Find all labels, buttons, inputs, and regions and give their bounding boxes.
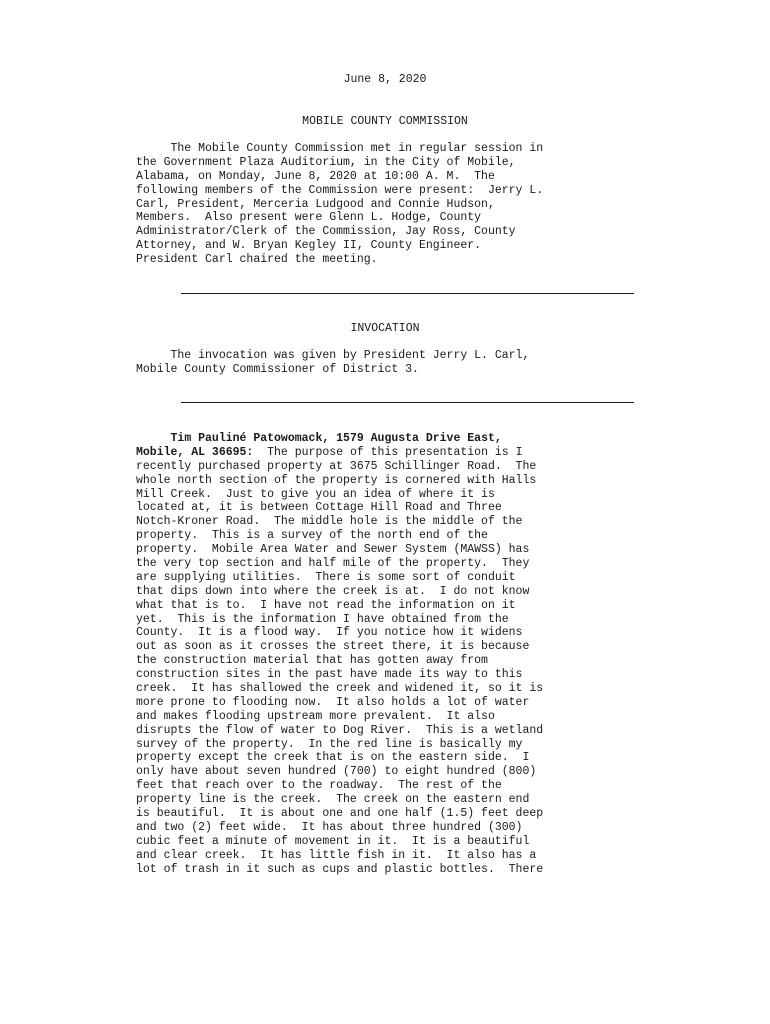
intro-line: following members of the Commission were present: Jerry L. — [136, 183, 544, 197]
intro-line: Alabama, on Monday, June 8, 2020 at 10:00 A. M. The — [136, 169, 495, 183]
speaker-line: County. It is a flood way. If you notice how it widens — [136, 626, 523, 640]
intro-line: the Government Plaza Auditorium, in the City of Mobile, — [136, 155, 516, 169]
speaker-line: and clear creek. It has little fish in it. It also has a — [136, 848, 537, 862]
speaker-name: Tim Pauliné Patowomack, 1579 Augusta Drive East, — [170, 432, 502, 445]
speaker-line: construction sites in the past have made its way to this — [136, 668, 523, 682]
speaker-line — [136, 432, 696, 446]
intro-line: Members. Also present were Glenn L. Hodge, County — [136, 211, 482, 225]
speaker-line: cubic feet a minute of movement in it. It is a beautiful — [136, 834, 530, 848]
speaker-line: feet that reach over to the roadway. The rest of the — [136, 779, 502, 793]
section-divider — [181, 293, 634, 294]
speaker-line: only have about seven hundred (700) to eight hundred (800) — [136, 765, 537, 779]
speaker-line: located at, it is between Cottage Hill Road and Three — [136, 501, 502, 515]
document-date: June 8, 2020 — [343, 73, 427, 86]
speaker-line: Mill Creek. Just to give you an idea of where it is — [136, 487, 495, 501]
speaker-line: lot of trash in it such as cups and plastic bottles. There — [136, 862, 544, 876]
speaker-line: property. This is a survey of the north end of the — [136, 529, 488, 543]
speaker-line: whole north section of the property is cornered with Halls — [136, 473, 537, 487]
speaker-line: the very top section and half mile of the property. They — [136, 557, 530, 571]
speaker-line: and two (2) feet wide. It has about three hundred (300) — [136, 820, 523, 834]
speaker-line: are supplying utilities. There is some sort of conduit — [136, 570, 516, 584]
speaker-line: property line is the creek. The creek on the eastern end — [136, 793, 530, 807]
speaker-line: survey of the property. In the red line is basically my — [136, 737, 523, 751]
speaker-address: Mobile, AL 36695: — [136, 445, 254, 459]
intro-paragraph — [136, 142, 696, 267]
speaker-line — [136, 446, 696, 460]
speaker-line: is beautiful. It is about one and one half (1.5) feet deep — [136, 807, 544, 821]
speaker-line: Notch-Kroner Road. The middle hole is the middle of the — [136, 515, 523, 529]
intro-line: The Mobile County Commission met in regular session in — [136, 142, 544, 155]
speaker-line: yet. This is the information I have obtained from the — [136, 612, 509, 626]
speaker-line: property except the creek that is on the eastern side. I — [136, 751, 530, 765]
invocation-paragraph — [136, 349, 696, 377]
invocation-line: The invocation was given by President Jerry L. Carl, — [136, 349, 530, 362]
speaker-line: more prone to flooding now. It also holds a lot of water — [136, 695, 530, 709]
speaker-line: that dips down into where the creek is at. I do not know — [136, 584, 530, 598]
speaker-line: out as soon as it crosses the street there, it is because — [136, 640, 530, 654]
intro-line: Attorney, and W. Bryan Kegley II, County Engineer. — [136, 239, 482, 253]
speaker-line: property. Mobile Area Water and Sewer System (MAWSS) has — [136, 543, 530, 557]
speaker-text: The purpose of this presentation is I — [253, 445, 523, 459]
speaker-line: disrupts the flow of water to Dog River. This is a wetland — [136, 723, 544, 737]
invocation-line: Mobile County Commissioner of District 3. — [136, 362, 419, 376]
speaker-paragraph — [136, 432, 696, 877]
speaker-line: creek. It has shallowed the creek and widened it, so it is — [136, 682, 544, 696]
speaker-line: recently purchased property at 3675 Schillinger Road. The — [136, 459, 537, 473]
section-divider — [181, 402, 634, 403]
intro-line: Carl, President, Merceria Ludgood and Connie Hudson, — [136, 197, 495, 211]
invocation-heading: INVOCATION — [350, 322, 420, 335]
speaker-line: the construction material that has gotten away from — [136, 654, 488, 668]
intro-line: Administrator/Clerk of the Commission, Jay Ross, County — [136, 225, 516, 239]
document-heading: MOBILE COUNTY COMMISSION — [302, 115, 468, 128]
speaker-line: what that is to. I have not read the information on it — [136, 598, 516, 612]
intro-line: President Carl chaired the meeting. — [136, 253, 378, 267]
speaker-line: and makes flooding upstream more prevalent. It also — [136, 709, 495, 723]
